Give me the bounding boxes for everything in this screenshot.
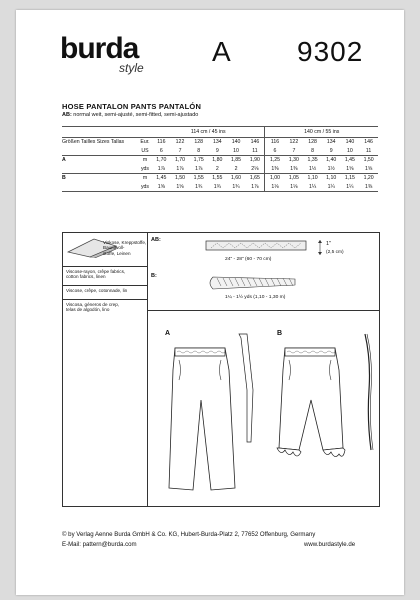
yardage-value: 1,50 <box>174 175 186 182</box>
title-block <box>62 102 378 118</box>
yardage-value: 1,85 <box>230 157 242 164</box>
size-eur: 122 <box>289 139 299 146</box>
size-eur: 140 <box>231 139 241 146</box>
brand-logo-sub: style <box>119 61 144 75</box>
yardage-value: 1⅞ <box>176 165 184 172</box>
eur-label: Eur. <box>140 139 150 146</box>
notion-ab-label: AB: <box>151 237 161 243</box>
fabric-width-1: 114 cm / 45 ins <box>152 127 265 138</box>
unit-label: m <box>142 157 148 164</box>
technical-drawings <box>147 310 379 506</box>
yardage-value: 1,10 <box>326 175 337 182</box>
yardage-value: 1¾ <box>232 183 240 190</box>
size-us: 8 <box>311 147 314 154</box>
yardage-value: 1,20 <box>363 175 374 182</box>
size-eur: 128 <box>308 139 317 146</box>
garment-title: HOSE PANTALON PANTS PANTALÓN <box>62 102 202 111</box>
yardage-value: 1,30 <box>288 157 299 164</box>
pants-b-drawing <box>275 330 379 502</box>
unit-label: m <box>142 175 148 182</box>
yardage-value: 1⅛ <box>265 183 285 192</box>
yardage-value: 1⅞ <box>157 165 165 172</box>
yardage-value: 1,70 <box>174 157 186 164</box>
view-a-drawing-label: A <box>165 330 171 337</box>
email-text: E-Mail: pattern@burda.com <box>62 541 137 548</box>
yardage-value: 1⅞ <box>251 183 259 190</box>
size-us: 7 <box>178 147 182 154</box>
pattern-number: 9302 <box>297 36 364 67</box>
fit-views-label: AB: <box>62 112 72 118</box>
size-eur: 134 <box>213 139 222 146</box>
cord-length: 1¼ - 1½ yds (1,10 - 1,30 m) <box>225 295 286 300</box>
ribbon-length: 24" - 28" (60 - 70 cm) <box>225 257 272 262</box>
size-eur: 146 <box>364 139 373 146</box>
yardage-value: 1¾ <box>213 183 221 190</box>
yardage-value: 1½ <box>327 165 335 172</box>
yardage-value: 1,70 <box>156 157 167 164</box>
fabric-es: Viscosa, géneros de crep, telas de algodón, lino <box>66 302 120 313</box>
size-us: 11 <box>252 147 258 154</box>
pants-a-drawing <box>163 330 263 502</box>
yardage-value: 1,50 <box>363 157 374 164</box>
yardage-value: 1⅞ <box>195 165 203 172</box>
size-us: 10 <box>233 147 239 154</box>
yardage-value: 1,10 <box>307 175 318 182</box>
notions-area <box>147 233 379 311</box>
size-us: 11 <box>365 147 372 154</box>
yardage-table <box>62 126 378 192</box>
yardage-value: 1½ <box>308 165 317 172</box>
fabric-fr: Viscose, crêpe, cotonnade, lin <box>66 288 128 293</box>
yardage-value: 1⅜ <box>365 183 373 190</box>
ribbon-width: 1" <box>326 241 332 247</box>
fit-description <box>62 112 378 118</box>
size-us: 6 <box>159 147 163 154</box>
size-eur: 128 <box>194 139 203 146</box>
yardage-value: 1,65 <box>249 175 260 182</box>
brand-logo: burda <box>60 32 139 65</box>
yardage-value: 1,55 <box>212 175 223 182</box>
yardage-value: 1¾ <box>195 183 203 190</box>
width-arrow-icon <box>315 239 325 257</box>
pattern-letter: A <box>212 36 231 67</box>
fit-text: normal weit, semi-ajusté, semi-fitted, semi-ajustado <box>71 112 199 118</box>
unit-label: yds <box>140 183 150 190</box>
yardage-value: 1,90 <box>249 157 260 164</box>
yardage-value: 1,55 <box>193 175 204 182</box>
size-us: 10 <box>347 147 353 154</box>
ribbon-width-cm: (2,5 cm) <box>326 250 344 255</box>
yardage-value: 1,75 <box>193 157 204 164</box>
yardage-value: 1⅜ <box>290 165 298 172</box>
size-us: 9 <box>215 147 219 154</box>
fabric-column <box>63 233 148 506</box>
yardage-value: 1⅝ <box>346 165 354 172</box>
yardage-value: 1,40 <box>326 157 337 164</box>
size-eur: 122 <box>175 139 185 146</box>
size-us: 6 <box>265 147 285 156</box>
yardage-value: 1,15 <box>344 175 355 182</box>
sizes-label: Größen Tailles Sizes Tallas <box>62 139 125 146</box>
fabric-notions-panel <box>62 232 380 507</box>
size-us: 9 <box>329 147 333 154</box>
view-a-label: A <box>62 157 66 164</box>
cord-icon <box>205 273 301 293</box>
yardage-value: 1,05 <box>288 175 299 182</box>
yardage-value: 1⅝ <box>365 165 373 172</box>
yardage-value: 1⅝ <box>157 183 165 190</box>
yardage-value: 1,25 <box>265 156 285 165</box>
yardage-value: 1,45 <box>156 175 167 182</box>
size-eur: 134 <box>326 139 336 146</box>
view-b-label: B <box>62 175 66 182</box>
website-text: www.burdastyle.de <box>304 541 356 548</box>
yardage-value: 1¼ <box>327 183 335 190</box>
fabric-width-2: 140 cm / 55 ins <box>265 127 378 138</box>
us-label: US <box>141 147 149 154</box>
size-us: 8 <box>197 147 201 154</box>
yardage-value: 2 <box>234 165 238 172</box>
size-eur: 146 <box>250 139 260 146</box>
yardage-value: 1¼ <box>308 183 317 190</box>
yardage-value: 2 <box>215 165 219 172</box>
notion-b-label: B: <box>151 273 157 279</box>
size-eur: 116 <box>157 139 166 146</box>
ribbon-tie-icon <box>205 238 309 254</box>
copyright-text: © by Verlag Aenne Burda GmbH & Co. KG, Hubert-Burda-Platz 2, 77652 Offenburg, Germany <box>62 531 316 538</box>
yardage-value: 1,60 <box>230 175 242 182</box>
fabric-de: Viskose, Kreppstoffe, Baumwoll- stoffe, Leinen <box>103 240 147 256</box>
yardage-value: 1,35 <box>307 157 318 164</box>
size-eur: 116 <box>265 138 285 147</box>
unit-label: yds <box>140 165 150 172</box>
size-eur: 140 <box>345 139 355 146</box>
yardage-value: 1,00 <box>265 174 285 183</box>
yardage-value: 1,80 <box>212 157 223 164</box>
yardage-value: 1¼ <box>346 183 354 190</box>
yardage-value: 1⅛ <box>290 183 298 190</box>
fabric-en: Viscose-rayon, crêpe fabrics, cotton fabrics, linen <box>66 269 126 280</box>
yardage-value: 1⅝ <box>176 183 184 190</box>
pattern-envelope-back <box>16 10 404 595</box>
yardage-value: 1,45 <box>344 157 355 164</box>
yardage-value: 2⅛ <box>251 165 259 172</box>
size-us: 7 <box>292 147 296 154</box>
view-b-drawing-label: B <box>277 330 283 337</box>
yardage-value: 1⅜ <box>265 165 285 174</box>
